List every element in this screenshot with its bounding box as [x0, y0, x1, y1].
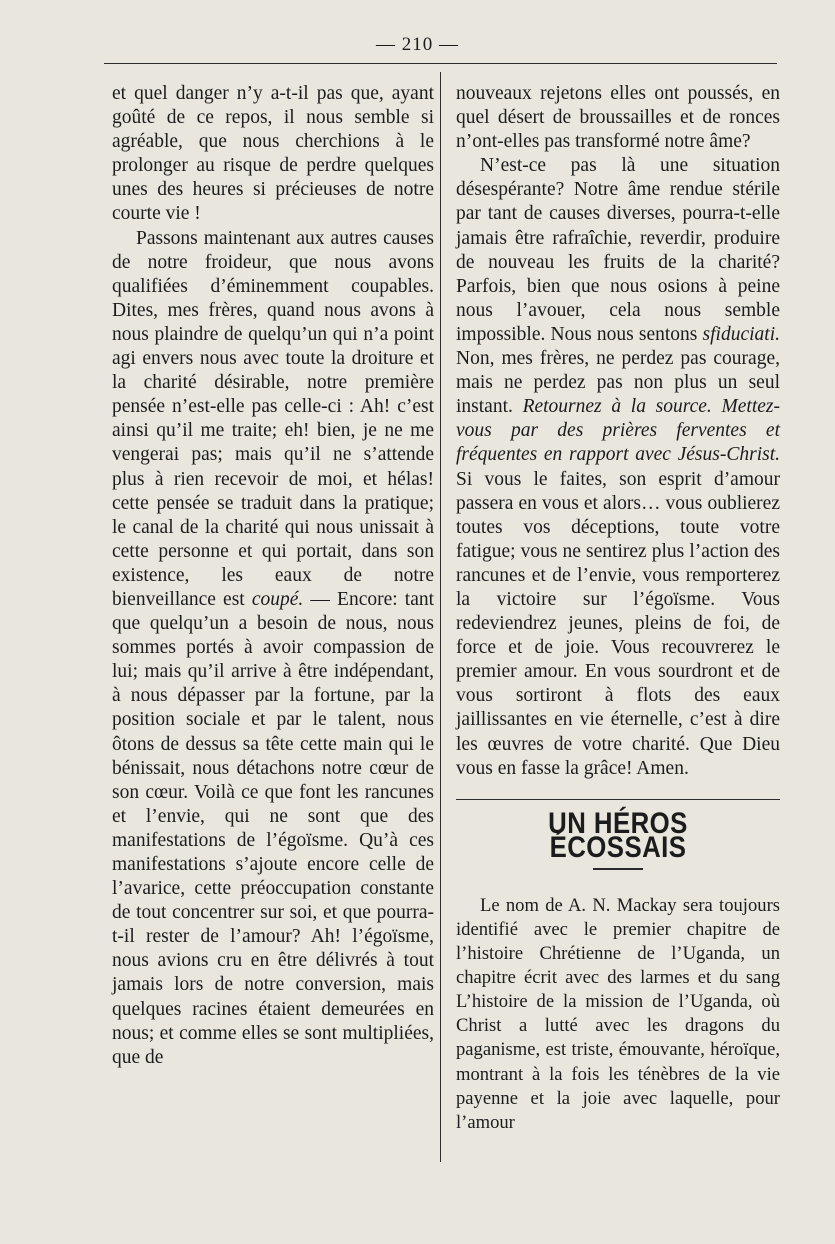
left-paragraph-2 [112, 227, 434, 1070]
italic-word-sfiduciati: sfiduciati. [702, 323, 780, 345]
section-title: UN HÉROS ÉCOSSAIS [548, 806, 688, 864]
title-underline [593, 868, 643, 870]
left-column [112, 82, 434, 1070]
right-column [456, 82, 780, 1135]
left-paragraph-1: et quel danger n’y a-t-il pas que, ayant goûté de ce repos, il nous semble si agréable, que nous cherchions à le prolonger au risque de perdre quelques unes des heures si précieuses de notre courte vie ! [112, 83, 434, 225]
section-paragraph: Le nom de A. N. Mackay sera toujours identifié avec le premier chapitre de l’histoire Chrétienne de l’Uganda, un chapitre écrit avec des larmes et du sang L’histoire de la mission de l’Uganda, où Christ a lutté avec les dragons du paganisme, est triste, émouvante, héroïque, montrant à la fois les ténèbres de la vie payenne et la joie avec laquelle, pour l’amour [456, 894, 780, 1133]
column-divider [440, 72, 441, 1162]
section-rule [456, 799, 780, 800]
right-paragraph-2-start: N’est-ce pas là une situation désespérante? Notre âme rendue stérile par tant de causes diverses, pourra-t-elle jamais être rafraîchie, reverdir, produire de nouveau les fruits de la charité? Parfois, bien que nous osions à peine nous l’avouer, cela nous semble impossible. Nous nous sentons [456, 155, 780, 345]
right-paragraph-2-end: Si vous le faites, son esprit d’amour passera en vous et alors… vous oublierez toutes vos déceptions, toute votre fatigue; vous ne sentirez plus l’action des rancunes et de l’envie, vous remporterez la victoire sur l’égoïsme. Vous redeviendrez jeunes, pleins de foi, de force et de joie. Vous recouvrerez le premier amour. En vous sourdront et de vous sortiront à flots des eaux jaillissantes en vie éternelle, c’est à dire les œuvres de votre charité. Que Dieu vous en fasse la grâce! Amen. [456, 468, 780, 779]
page-number: — 210 — [376, 34, 459, 55]
right-paragraph-2-middle: Non, mes frères, ne perdez pas courage, mais ne perdez pas non plus un seul instant. [456, 348, 780, 418]
left-paragraph-2-continued: — Encore: tant que quelqu’un a besoin de nous, nous sommes portés à avoir compassion de lui; mais qu’il arrive à être indépendant, à nous dépasser par la fortune, par la position sociale et par le talent, nous ôtons de dessus sa tête cette main qui le bénissait, nous détachons notre cœur de son cœur. Voilà ce que font les rancunes et l’envie, qui ne sont que des manifestations de l’égoïsme. Qu’à ces manifestations s’ajoute encore celle de l’avarice, cette préoccupation constante de tout concentrer sur soi, et que pourra-t-il rester de l’amour? Ah! l’égoïsme, nous avions cru en être délivrés à tout jamais lors de notre conversion, mais quelques racines étaient demeurées en nous; et comme elles se sont multipliées, que de [112, 588, 435, 1068]
right-paragraph-1: nouveaux rejetons elles ont poussés, en quel désert de broussailles et de ronces n’ont-elles pas transformé notre âme? [456, 83, 780, 153]
left-paragraph-2-text: Passons maintenant aux autres causes de notre froideur, que nous avons qualifiées d’éminemment coupables. Dites, mes frères, quand nous avons à nous plaindre de quelqu’un qui n’a point agi envers nous avec toute la droiture et la charité désirable, notre première pensée n’est-elle pas celle-ci : Ah! c’est ainsi qu’il me traite; eh! bien, je ne me vengerai pas; mais qu’il ne s’attende plus à rien recevoir de moi, et hélas! cette pensée se traduit dans la pratique; le canal de la charité qui nous unissait à cette personne et qui portait, dans son existence, les eaux de notre bienveillance est [112, 227, 434, 610]
header-rule [104, 63, 777, 64]
italic-exhortation: Retournez à la source. Mettez-vous par des prières ferventes et fréquentes en rapport avec Jésus-Christ. [456, 396, 780, 466]
italic-word-coupe: coupé. [251, 588, 304, 610]
right-paragraph-2 [456, 154, 780, 780]
